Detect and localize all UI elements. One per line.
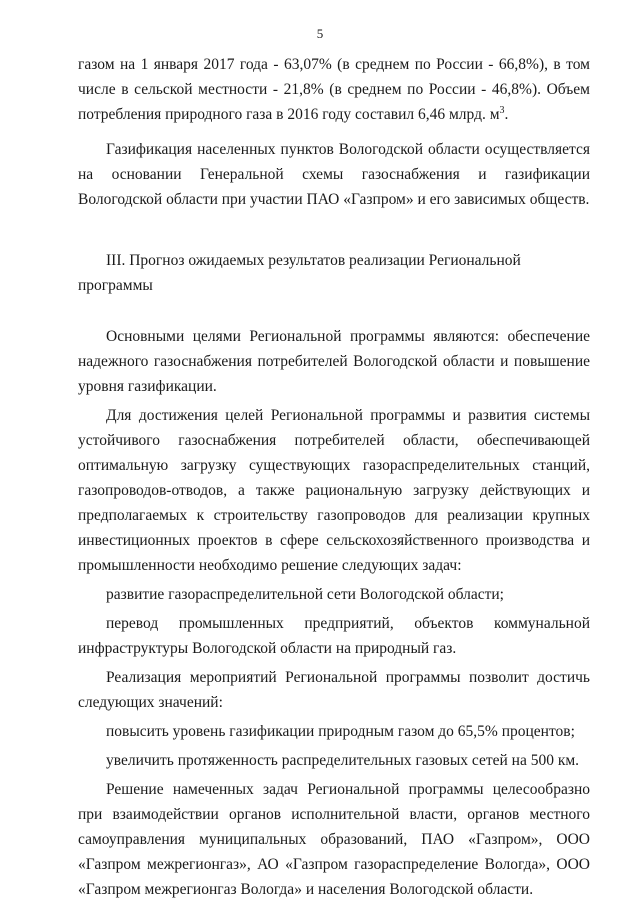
page-number: 5	[316, 26, 324, 41]
value-item-gasification: повысить уровень газификации природным газом до 65,5% процентов;	[106, 723, 575, 740]
paragraph-program-tasks: Для достижения целей Региональной программы и развития системы устойчивого газоснабжения потребителей области, обеспечивающей оптимальную загрузку существующих газораспределительных станций, газопроводов-отводов, а также рациональную загрузку действующих и предполагаемых к строительству газопроводов для реализации крупных инвестиционных проектов в сфере сельскохозяйственного производства и промышленности необходимо решение следующих задач:	[78, 407, 590, 574]
paragraph-cooperation: Решение намеченных задач Региональной программы целесообразно при взаимодействии органов исполнительной власти, органов местного самоуправления муниципальных образований, ПАО «Газпром», ООО «Газпром межрегионгаз», АО «Газпром газораспределение Вологда», ООО «Газпром межрегионгаз Вологда» и населения Вологодской области.	[78, 781, 590, 898]
paragraph-gasification-level	[78, 52, 590, 127]
task-item-transfer-line2: инфраструктуры Вологодской области на природный газ.	[78, 640, 457, 657]
paragraph-program-goals: Основными целями Региональной программы являются: обеспечение надежного газоснабжения потребителей Вологодской области и повышение уровня газификации.	[78, 328, 590, 395]
paragraph-general-scheme: Газификация населенных пунктов Вологодской области осуществляется на основании Генеральной схемы газоснабжения и газификации Вологодской области при участии ПАО «Газпром» и его зависимых обществ.	[78, 141, 590, 208]
value-item-network-length: увеличить протяженность распределительных газовых сетей на 500 км.	[106, 752, 580, 769]
paragraph-expected-values: Реализация мероприятий Региональной программы позволит достичь следующих значений:	[78, 669, 590, 711]
paragraph-gasification-level-text: газом на 1 января 2017 года - 63,07% (в среднем по России - 66,8%), в том числе в сельской местности - 21,8% (в среднем по России - 46,8%). Объем потребления природного газа в 2016 году составил 6,46 млрд. м	[78, 56, 590, 123]
cubic-superscript: 3	[499, 104, 505, 116]
document-body	[78, 52, 590, 906]
task-item-network: развитие газораспределительной сети Вологодской области;	[106, 586, 504, 603]
paragraph-gasification-level-end: .	[504, 106, 509, 123]
section-heading: III. Прогноз ожидаемых результатов реализации Региональной программы	[78, 252, 521, 294]
task-item-transfer-line1: перевод промышленных предприятий, объектов коммунальной	[106, 615, 590, 632]
